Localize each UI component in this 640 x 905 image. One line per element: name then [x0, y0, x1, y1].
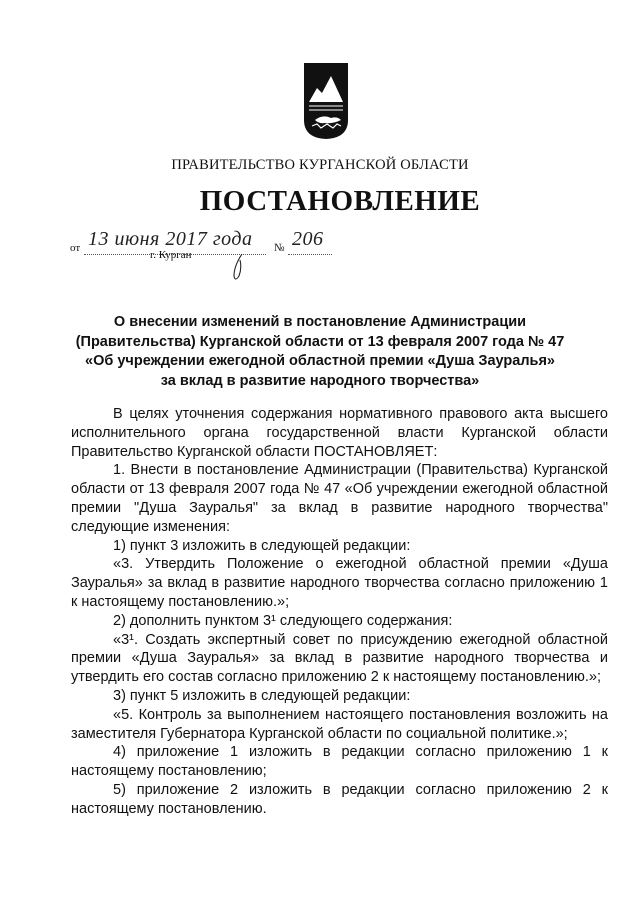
handwritten-date: 13 июня 2017 года [88, 228, 253, 250]
document-body [71, 405, 608, 819]
handwritten-number: 206 [292, 228, 324, 250]
number-underline [288, 254, 332, 255]
organization-name: ПРАВИТЕЛЬСТВО КУРГАНСКОЙ ОБЛАСТИ [171, 157, 469, 173]
body-paragraph: 2) дополнить пунктом 3¹ следующего содержания: [113, 612, 453, 629]
city-label: г. Курган [150, 249, 192, 261]
document-type: ПОСТАНОВЛЕНИЕ [199, 185, 481, 217]
body-paragraph: 3) пункт 5 изложить в следующей редакции: [113, 687, 411, 704]
body-paragraph: 1) пункт 3 изложить в следующей редакции: [113, 537, 411, 554]
document-title [60, 313, 580, 391]
body-paragraph: В целях уточнения содержания нормативного правового акта высшего исполнительного органа государственной власти Курганской области Правительство Курганской области ПОСТАНОВЛЯЕТ: [71, 406, 608, 460]
body-paragraph: 1. Внести в постановление Администрации (Правительства) Курганской области от 13 февраля 2007 года № 47 «Об учреждении ежегодной областной премии "Душа Зауралья" за вклад в развитие народного творчества" следующие изменения: [71, 462, 608, 535]
title-line: «Об учреждении ежегодной областной премии «Душа Зауралья» [85, 353, 555, 369]
title-line: (Правительства) Курганской области от 13 февраля 2007 года № 47 [75, 333, 565, 350]
body-paragraph: 5) приложение 2 изложить в редакции согласно приложению 2 к настоящему постановлению. [71, 781, 608, 817]
signature-stroke [228, 252, 250, 284]
kurgan-coat-of-arms-icon [303, 62, 349, 140]
date-number-line [70, 226, 370, 286]
body-paragraph: «5. Контроль за выполнением настоящего постановления возложить на заместителя Губернатора Курганской области по социальной политике.»; [71, 706, 608, 742]
title-line: за вклад в развитие народного творчества» [160, 372, 480, 389]
body-paragraph: «3¹. Создать экспертный совет по присуждению ежегодной областной премии «Душа Зауралья» за вклад в развитие народного творчества и утвердить его состав согласно приложению 2 к настоящему постановлению.»; [71, 631, 608, 686]
body-paragraph: 4) приложение 1 изложить в редакции согласно приложению 1 к настоящему постановлению; [71, 744, 608, 780]
number-prefix: № [274, 242, 285, 254]
body-paragraph: «3. Утвердить Положение о ежегодной областной премии «Душа Зауралья» за вклад в развитие народного творчества согласно приложению 1 к настоящему постановлению.»; [71, 556, 608, 610]
title-line: О внесении изменений в постановление Администрации [113, 314, 527, 330]
date-prefix: от [70, 242, 81, 254]
